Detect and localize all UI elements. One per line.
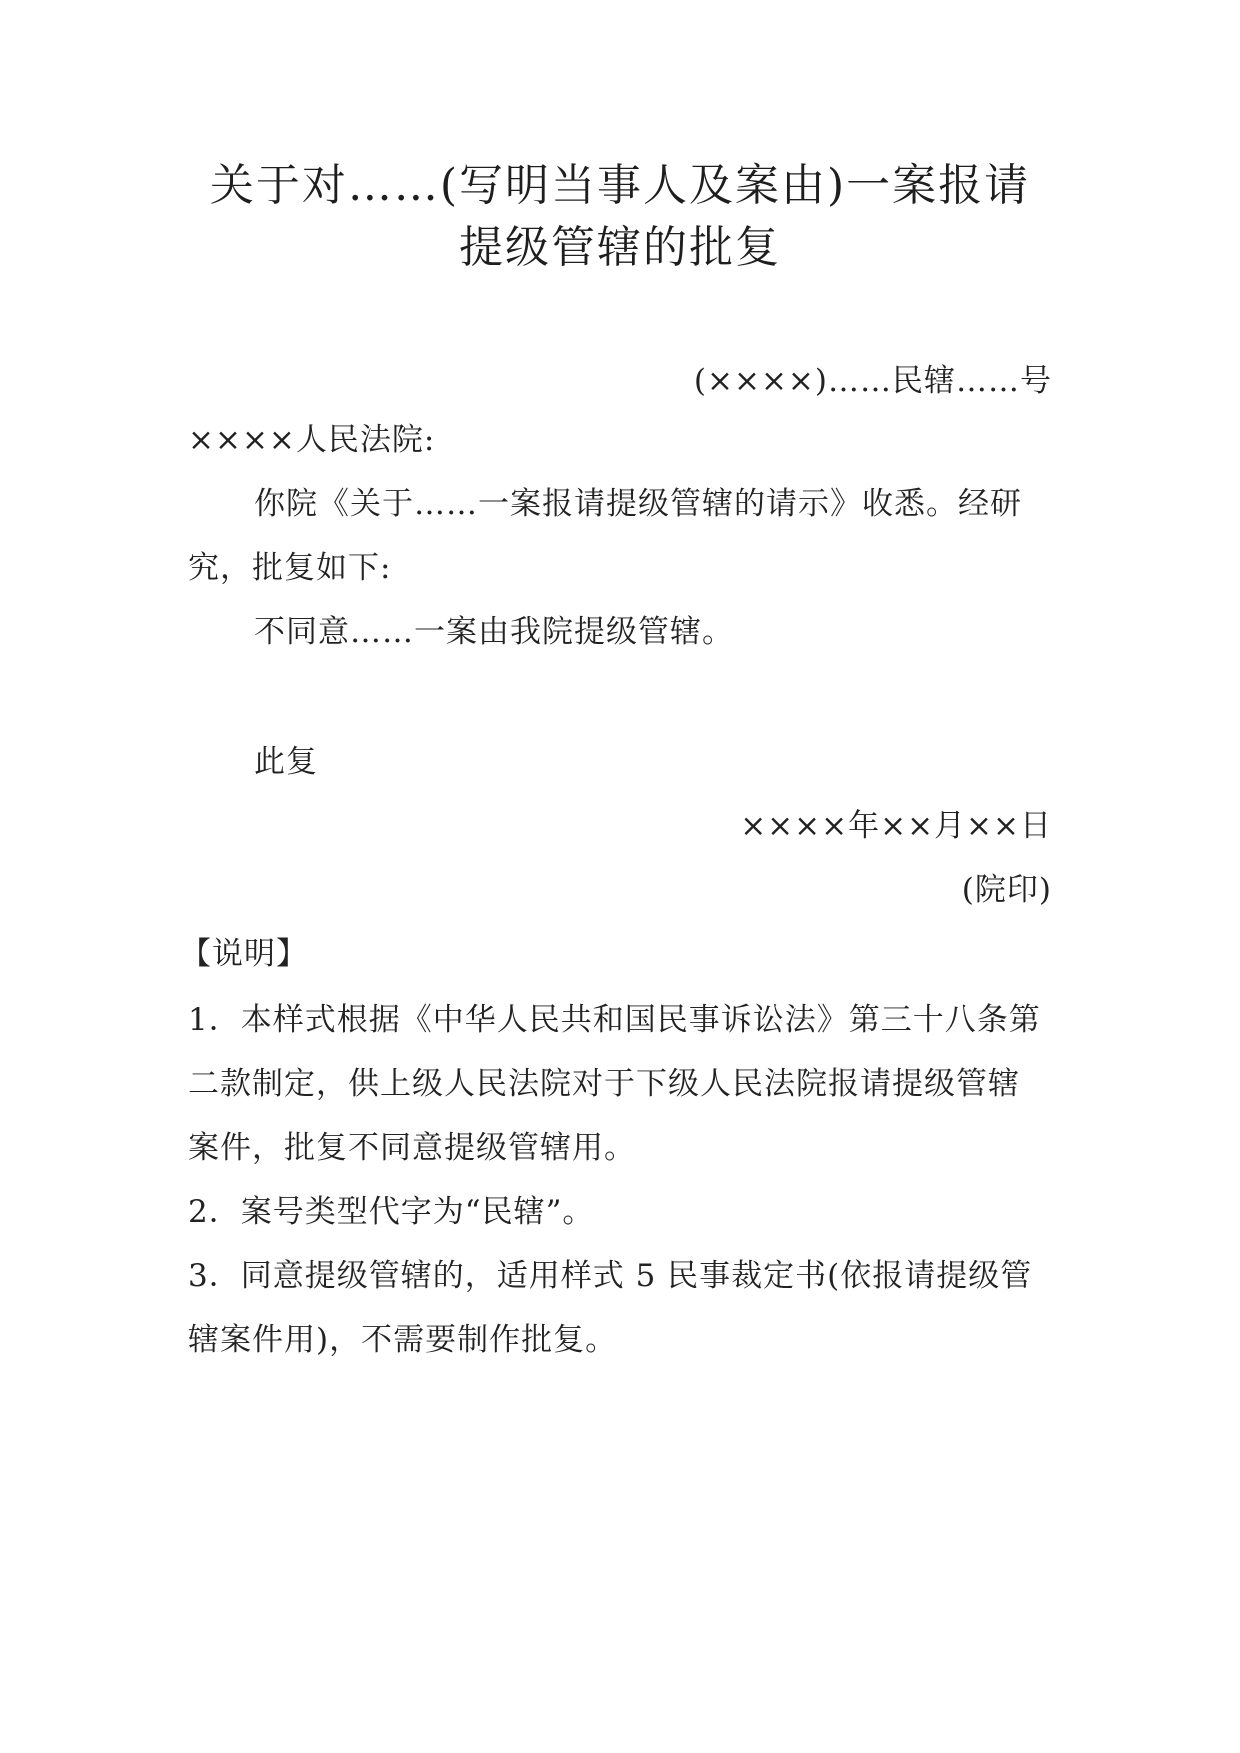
title-line-1: 关于对……(写明当事人及案由)一案报请 [209, 160, 1031, 211]
note-3-line-1: 3．同意提级管辖的，适用样式 5 民事裁定书(依报请提级管 [188, 1258, 1033, 1294]
body-paragraph-1-line-1: 你院《关于……一案报请提级管辖的请示》收悉。经研 [254, 486, 1022, 522]
addressee: ××××人民法院: [188, 422, 436, 458]
body-paragraph-1-line-2: 究，批复如下: [188, 550, 392, 586]
case-number: (××××)……民辖……号 [693, 363, 1052, 399]
note-1-line-3: 案件，批复不同意提级管辖用。 [188, 1130, 636, 1166]
title-line-2: 提级管辖的批复 [459, 222, 781, 273]
date: ××××年××月××日 [740, 808, 1052, 844]
closing: 此复 [254, 744, 318, 780]
body-paragraph-2: 不同意……一案由我院提级管辖。 [254, 614, 734, 650]
note-1-line-2: 二款制定，供上级人民法院对于下级人民法院报请提级管辖 [188, 1066, 1020, 1102]
notes-heading: 【说明】 [180, 936, 308, 972]
note-2: 2．案号类型代字为“民辖”。 [188, 1194, 595, 1230]
note-1-line-1: 1．本样式根据《中华人民共和国民事诉讼法》第三十八条第 [188, 1002, 1041, 1038]
note-3-line-2: 辖案件用)，不需要制作批复。 [188, 1322, 618, 1358]
seal: (院印) [961, 872, 1052, 908]
